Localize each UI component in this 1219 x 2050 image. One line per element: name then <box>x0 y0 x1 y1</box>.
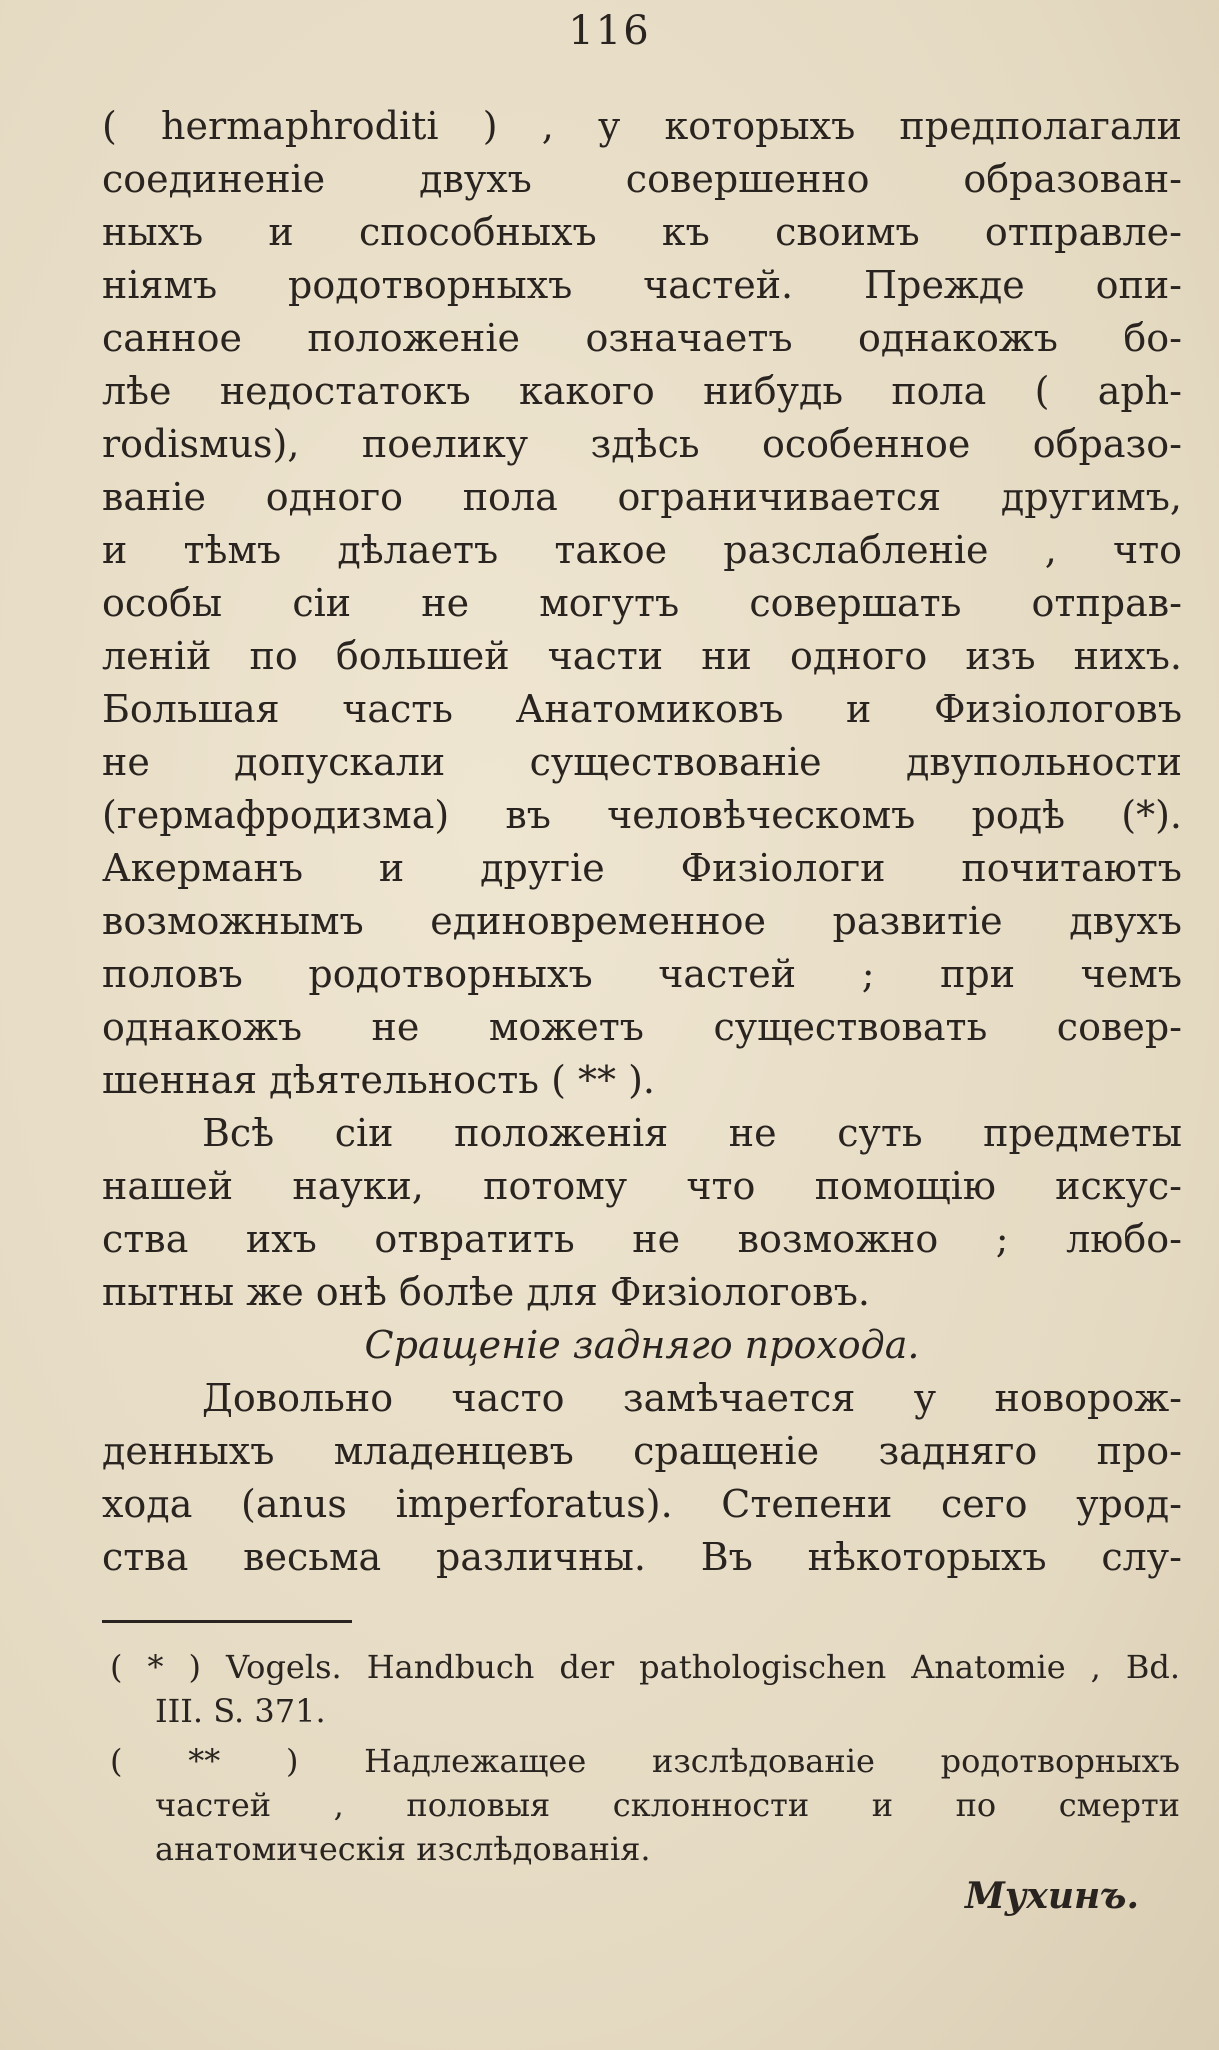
text-line: леній по большей части ни одного изъ нихъ. <box>102 634 1182 678</box>
text-line: однакожъ не можетъ существовать совер- <box>102 1005 1182 1049</box>
author-signature: Мухинъ. <box>965 1875 1139 1917</box>
body-text <box>102 100 1182 1584</box>
text-line: ства весьма различны. Въ нѣкоторыхъ слу- <box>102 1535 1182 1579</box>
text-line: денныхъ младенцевъ сращеніе задняго про- <box>102 1429 1182 1473</box>
footnote-line: частей , половыя склонности и по смерти <box>155 1786 1180 1824</box>
text-line: нашей науки, потому что помощію искус- <box>102 1164 1182 1208</box>
footnote-line: анатомическія изслѣдованія. <box>155 1830 651 1868</box>
text-line: соединеніе двухъ совершенно образован- <box>102 157 1182 201</box>
footnotes <box>110 1645 1180 1871</box>
text-line: и тѣмъ дѣлаетъ такое разслабленіе , что <box>102 528 1182 572</box>
text-line: ваніе одного пола ограничивается другимъ, <box>102 475 1182 519</box>
footnote-line: ( ** ) Надлежащее изслѣдованіе родотворныхъ <box>110 1742 1180 1780</box>
text-line: ныхъ и способныхъ къ своимъ отправле- <box>102 210 1182 254</box>
text-line: Всѣ сіи положенія не суть предметы <box>202 1111 1182 1155</box>
text-line: санное положеніе означаетъ однакожъ бо- <box>102 316 1182 360</box>
text-line: особы сіи не могутъ совершать отправ- <box>102 581 1182 625</box>
text-line: Большая часть Анатомиковъ и Физіологовъ <box>102 687 1182 731</box>
text-line: Довольно часто замѣчается у новорож- <box>202 1376 1182 1420</box>
text-line: ( hermaphroditi ) , у которыхъ предполагали <box>102 104 1182 148</box>
text-line: rodisмus), поелику здѣсь особенное образо- <box>102 422 1182 466</box>
text-line: лѣе недостатокъ какого нибудь пола ( aph- <box>102 369 1182 413</box>
text-line: половъ родотворныхъ частей ; при чемъ <box>102 952 1182 996</box>
text-line: пытны же онѣ болѣе для Физіологовъ. <box>102 1270 871 1314</box>
text-line: ніямъ родотворныхъ частей. Прежде опи- <box>102 263 1182 307</box>
page-number: 116 <box>568 8 651 54</box>
footnote-line: III. S. 371. <box>155 1692 326 1730</box>
footnote-divider <box>102 1620 352 1623</box>
text-line: (гермафродизма) въ человѣческомъ родѣ (*). <box>102 793 1182 837</box>
text-line: ства ихъ отвратить не возможно ; любо- <box>102 1217 1182 1261</box>
text-line: хода (anus imperforatus). Степени сего урод- <box>102 1482 1182 1526</box>
text-line: Акерманъ и другіе Физіологи почитаютъ <box>102 846 1182 890</box>
text-line: возможнымъ единовременное развитіе двухъ <box>102 899 1182 943</box>
text-line: не допускали существованіе двупольности <box>102 740 1182 784</box>
footnote-line: ( * ) Vogels. Handbuch der pathologischen Anatomie , Bd. <box>110 1648 1180 1686</box>
text-line: шенная дѣятельность ( ** ). <box>102 1058 655 1102</box>
section-heading: Сращеніе задняго прохода. <box>364 1323 920 1367</box>
